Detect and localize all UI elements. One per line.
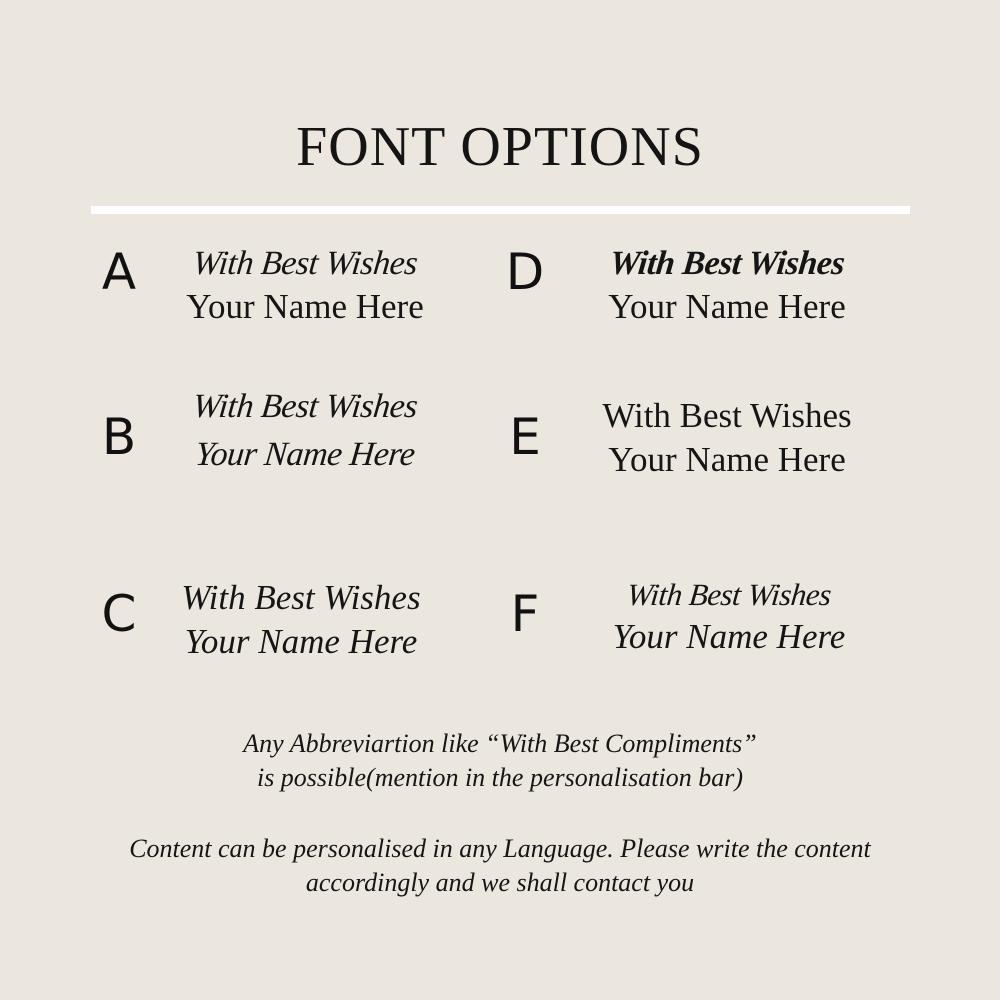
abbreviation-note	[0, 727, 1000, 795]
abbreviation-note-line2: is possible(mention in the personalisation bar)	[256, 763, 744, 792]
option-d-sample	[562, 243, 892, 329]
language-note-line1: Content can be personalised in any Language. Please write the content	[129, 834, 871, 863]
option-a-line2: Your Name Here	[186, 287, 424, 326]
option-e-letter: E	[509, 408, 541, 466]
option-b-sample	[140, 386, 470, 476]
option-c-line1: With Best Wishes	[181, 578, 421, 617]
option-d-line2: Your Name Here	[608, 287, 846, 326]
language-note-line2: accordingly and we shall contact you	[305, 868, 695, 897]
option-a-line1: With Best Wishes	[190, 245, 420, 282]
option-b-line1: With Best Wishes	[190, 388, 420, 425]
option-c-letter: C	[101, 585, 137, 643]
option-a-letter: A	[101, 243, 137, 301]
option-a-sample	[140, 243, 470, 329]
option-f-line2: Your Name Here	[612, 617, 846, 656]
option-b-line2: Your Name Here	[193, 436, 417, 473]
option-d-line1: With Best Wishes	[607, 245, 847, 282]
option-c-sample	[136, 576, 466, 664]
option-e-line1: With Best Wishes	[602, 396, 852, 435]
option-e-line2: Your Name Here	[608, 440, 846, 479]
option-d-letter: D	[505, 243, 545, 301]
title-divider	[91, 206, 910, 214]
option-b-letter: B	[101, 408, 137, 466]
option-f-line1: With Best Wishes	[625, 577, 833, 612]
option-f-letter: F	[510, 585, 540, 643]
option-e-sample	[562, 394, 892, 482]
option-f-sample	[564, 575, 894, 659]
option-c-line2: Your Name Here	[184, 622, 418, 661]
page-title: FONT OPTIONS	[296, 116, 704, 178]
abbreviation-note-line1: Any Abbreviartion like “With Best Compliments”	[243, 729, 757, 758]
language-note	[0, 832, 1000, 900]
